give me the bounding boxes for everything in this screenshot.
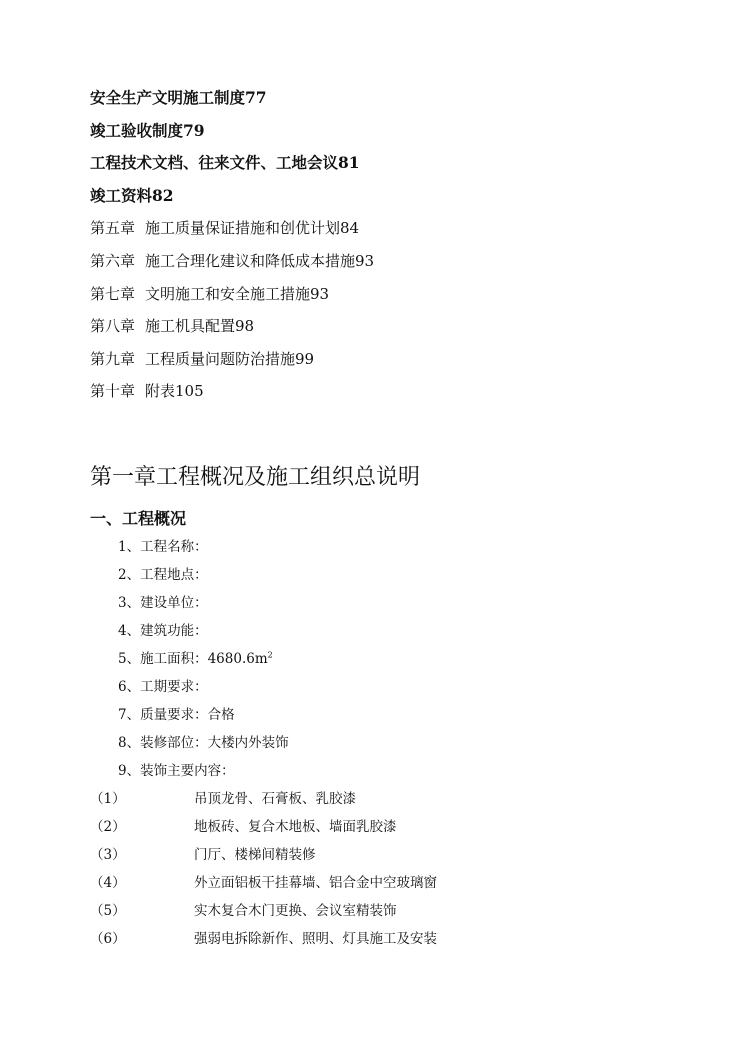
- toc-chapter-text: 工程质量问题防治措施99: [145, 349, 315, 368]
- toc-chapter-entry: [90, 249, 374, 282]
- sub-list-item: [90, 900, 437, 928]
- chapter-title: 第一章工程概况及施工组织总说明: [90, 465, 421, 490]
- project-overview-list: [118, 536, 289, 788]
- section-title: 一、工程概况: [90, 509, 187, 528]
- list-item-text: 5、施工面积：4680.6m: [118, 651, 268, 667]
- sub-item-text: 门厅、楼梯间精装修: [194, 847, 316, 863]
- toc-chapter-label: 第八章: [90, 317, 136, 336]
- toc-chapter-label: 第六章: [90, 251, 136, 270]
- sub-item-number: （4）: [90, 875, 126, 891]
- toc-chapter-entry: [90, 347, 374, 380]
- table-of-contents: [90, 86, 374, 412]
- decoration-content-list: [90, 788, 437, 956]
- list-item: [118, 648, 289, 676]
- sub-item-number: （1）: [90, 791, 126, 807]
- sub-item-number: （5）: [90, 903, 126, 919]
- toc-chapter-text: 文明施工和安全施工措施93: [145, 284, 330, 303]
- list-item: 4、建筑功能：: [118, 623, 208, 639]
- toc-chapter-text: 施工质量保证措施和创优计划84: [145, 219, 360, 238]
- toc-entry: 竣工验收制度79: [90, 120, 205, 140]
- sub-item-number: （2）: [90, 819, 126, 835]
- toc-chapter-label: 第七章: [90, 284, 136, 303]
- toc-chapter-entry: [90, 282, 374, 315]
- toc-chapter-label: 第九章: [90, 349, 136, 368]
- toc-chapter-entry: [90, 379, 374, 412]
- sub-item-text: 地板砖、复合木地板、墙面乳胶漆: [194, 819, 397, 835]
- sub-item-text: 外立面铝板干挂幕墙、铝合金中空玻璃窗: [194, 875, 437, 891]
- list-item: 7、质量要求：合格: [118, 707, 235, 723]
- sub-item-text: 实木复合木门更换、会议室精装饰: [194, 903, 397, 919]
- sub-item-text: 吊顶龙骨、石膏板、乳胶漆: [194, 791, 356, 807]
- toc-chapter-entry: [90, 314, 374, 347]
- sub-list-item: [90, 844, 437, 872]
- sub-item-number: （6）: [90, 931, 126, 947]
- list-item: 9、装饰主要内容：: [118, 763, 235, 779]
- list-item: 3、建设单位：: [118, 595, 208, 611]
- toc-entry: 安全生产文明施工制度77: [90, 88, 267, 107]
- toc-chapter-label: 第五章: [90, 219, 136, 238]
- toc-chapter-text: 施工合理化建议和降低成本措施93: [145, 251, 375, 270]
- toc-chapter-text: 施工机具配置98: [145, 317, 255, 336]
- sub-item-text: 强弱电拆除新作、照明、灯具施工及安装: [194, 931, 437, 947]
- superscript: 2: [267, 650, 273, 660]
- toc-chapter-label: 第十章: [90, 382, 136, 401]
- sub-list-item: [90, 816, 437, 844]
- toc-chapter-entry: [90, 216, 374, 249]
- sub-item-number: （3）: [90, 847, 126, 863]
- toc-entry: 工程技术文档、往来文件、工地会议81: [90, 153, 360, 173]
- list-item: 1、工程名称：: [118, 539, 208, 555]
- list-item: 6、工期要求：: [118, 679, 208, 695]
- sub-list-item: [90, 928, 437, 956]
- sub-list-item: [90, 788, 437, 816]
- list-item: 2、工程地点：: [118, 567, 208, 583]
- sub-list-item: [90, 872, 437, 900]
- toc-entry: 竣工资料82: [90, 185, 174, 205]
- toc-chapter-text: 附表105: [145, 382, 204, 401]
- list-item: 8、装修部位：大楼内外装饰: [118, 735, 289, 751]
